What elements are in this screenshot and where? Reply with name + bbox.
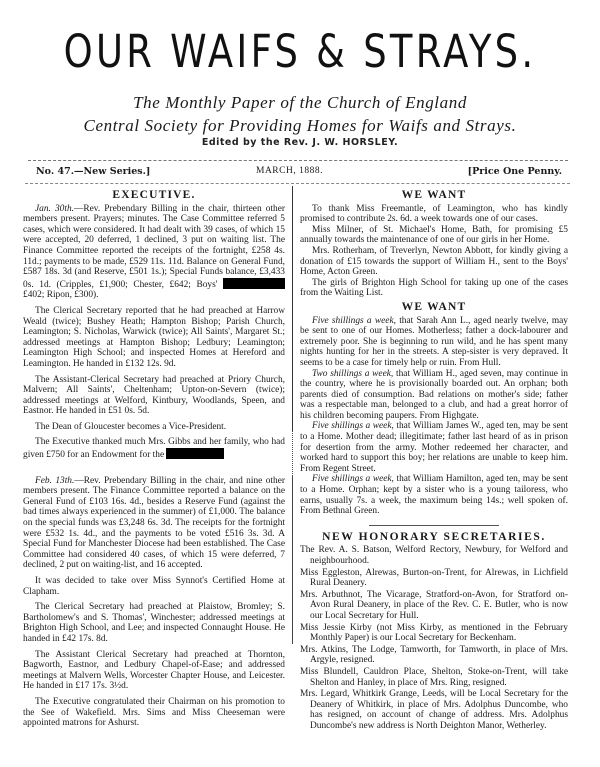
case-appeal: Five shillings a week, that William James W., aged ten, may be sent to a Home. Mother dead; illegitimate; father last heard of as in prison for desertion from the army. Mother redeemed her character, and worked hard to support this boy; her relations are unable to keep him. From Regent Street. <box>300 421 568 474</box>
case-appeal: Two shillings a week, that William H., aged seven, may continue in the country, where he is provisionally boarded out. An orphan; both parents died of consumption. Bad relations on mother's side; father was a respectable man, belonged to a club, and had a great horror of his children becoming paupers. From Highgate. <box>300 368 568 421</box>
secretary-entry: Mrs. Atkins, The Lodge, Tamworth, for Tamworth, in place of Mrs. Argyle, resigned. <box>300 644 568 666</box>
issue-price: [Price One Penny. <box>467 166 562 177</box>
jan-date: Jan. 30th. <box>35 203 74 214</box>
we-want-thanks-heading: WE WANT <box>401 189 467 201</box>
secretary-entry: Miss Jessie Kirby (not Miss Kirby, as mentioned in the February Monthly Paper) is our Local Secretary for Beckenham. <box>300 622 568 644</box>
subtitle-line-2: Central Society for Providing Homes for Waifs and Strays. <box>83 116 517 135</box>
assistant-report-2: The Assistant Clerical Secretary had preached at Thornton, Bagworth, Eastnor, and Ledbury Chapel-of-Ease; and addressed meetings at Malvern Wells, Worcester Chapter House, and Leicester. He handed in £17 17s. 3½d. <box>23 649 285 692</box>
thanks-item: Miss Milner, of St. Michael's Home, Bath, for promising £5 annually towards the maintenance of one of our girls in her Home. <box>300 224 568 246</box>
dean-notice: The Dean of Gloucester becomes a Vice-President. <box>35 421 227 432</box>
issue-info-bar <box>36 166 562 180</box>
subtitle-line-1: The Monthly Paper of the Church of England <box>133 93 467 112</box>
header-divider <box>28 160 568 161</box>
thanks-item: The girls of Brighton High School for taking up one of the cases from the Waiting List. <box>300 277 568 299</box>
executive-column <box>23 190 285 734</box>
right-column <box>300 190 568 733</box>
gibbs-thanks: The Executive thanked much Mrs. Gibbs and her family, who had given £750 for an Endowment for the <box>23 437 285 461</box>
issue-number: No. 47.—New Series.] <box>36 166 151 177</box>
feb-date: Feb. 13th. <box>35 475 75 486</box>
secretary-entry: Mrs. Legard, Whitkirk Grange, Leeds, will be Local Secretary for the Deanery of Whitkirk, in place of Mrs. Adolphus Duncombe, who has resigned, on account of change of address. Mrs. Adolphus Duncombe's new address is North Deighton Manor, Wetherley. <box>300 689 568 731</box>
redaction-block <box>166 448 224 459</box>
clerical-report-2: The Clerical Secretary had preached at Plaistow, Bromley; S. Bartholomew's and S. Thomas', Winchester; addressed meetings at Brighton High School, and Lee; and inspected Connaught House. He handed in £42 17s. 8d. <box>23 602 285 644</box>
secretary-entry: Miss Eggleston, Alrewas, Burton-on-Trent, for Alrewas, in Lichfield Rural Deanery. <box>300 567 568 589</box>
secretary-entry: The Rev. A. S. Batson, Welford Rectory, Newbury, for Welford and neighbourhood. <box>300 545 568 566</box>
editor-line: Edited by the Rev. J. W. HORSLEY. <box>201 137 399 148</box>
clerical-report-1: The Clerical Secretary reported that he had preached at Harrow Weald (twice); Bushey Heath; Hampton Bishop; Parish Church, Leamington; S. Nicholas, Warwick (twice); All Saints', Margaret St.; addressed meetings at Hampton Bishop; Ledbury; Leamington; Leamington High School; and inspected Homes at Hereford and Leamington. He handed in £132 12s. 9d. <box>23 305 285 369</box>
synnot-home-notice: It was decided to take over Miss Synnot's Certified Home at Clapham. <box>23 576 285 597</box>
executive-heading: EXECUTIVE. <box>112 189 196 201</box>
executive-jan-paragraph: Jan. 30th.—Rev. Prebendary Billing in the chair, thirteen other members present. Prayers; minutes. The Case Committee referred 5 cases, which were considered. It had dealt with 39 cases, of which 15 were accepted, 20 deferred, 1 declined, 3 put on waiting list. The Finance Committee reported the receipts of the fortnight, £258 4s. 11d.; payments to be made, £529 11s. 11d. Balance on General Fund, £587 18s. 3d (and Reserve, £501 1s.); Special Funds balance, £3,433 0s. 1d. (Cripples, £1,900; Chester, £642; Boys' £402; Ripon, £300). <box>23 203 285 301</box>
assistant-report-1: The Assistant-Clerical Secretary had preached at Priory Church, Malvern; All Saints', Cheltenham; Upton-on-Severn (twice); addressed meetings at Welford, Kintbury, Woodlands, Speen, and Eastnor. He handed in £51 0s. 5d. <box>23 374 285 417</box>
column-divider <box>292 186 293 431</box>
case-appeal: Five shillings a week, that William Hamilton, aged ten, may be sent to a Home. Orphan; kept by a sister who is a young tailoress, who earns, usually 7s. a week, the maximum being 14s.; well spoken of. From Bethnal Green. <box>300 474 569 517</box>
newspaper-title: OUR WAIFS & STRAYS. <box>63 25 537 78</box>
redaction-block <box>223 278 285 289</box>
column-divider-dotted <box>292 431 293 476</box>
secretary-entry: Mrs. Arbuthnot, The Vicarage, Stratford-on-Avon, for Stratford on-Avon Rural Deanery, in place of the Rev. C. E. Butler, who is now our Local Secretary for Hull. <box>300 589 568 621</box>
thanks-item: To thank Miss Freemantle, of Leamington, who has kindly promised to contribute 2s. 6d. a week towards one of our cases. <box>300 203 568 225</box>
case-appeal: Five shillings a week, that Sarah Ann L., aged nearly twelve, may be sent to one of our Homes. Motherless; father a dock-labourer and extremely poor. She is beginning to run wild, and he has spent many nights hunting for her in the streets. A step-sister is very depraved. It seems to be a case for timely help or ruin. From Hull. <box>300 315 568 368</box>
chairman-congratulations: The Executive congratulated their Chairman on his promotion to the See of Wakefield. Mrs. Sims and Miss Cheeseman were appointed matrons for Ashurst. <box>23 696 285 729</box>
issue-date: MARCH, 1888. <box>256 166 323 176</box>
honorary-secretaries-heading: NEW HONORARY SECRETARIES. <box>322 530 546 543</box>
secretary-entry: Miss Blundell, Cauldron Place, Shelton, Stoke-on-Trent, will take Shelton and Hanley, in place of Mrs. Ring, resigned. <box>300 666 568 688</box>
issue-bar-divider <box>25 183 570 184</box>
column-divider-lower <box>292 476 293 644</box>
executive-feb-paragraph: Feb. 13th.—Rev. Prebendary Billing in the chair, and nine other members present. The Finance Committee reported a balance on the General Fund of £103 16s. 4d., besides a Reserve Fund (against the bad times always experienced in the summer) of £1,000. The balance on the special funds was £3,248 6s. 3d. The receipts for the fortnight were £532 1s. 4d., and the payments to be voted £516 3s. 3d. A Special Fund for Manchester Diocese had been established. The Case Committee had considered 40 cases, of which 15 were deferred, 7 declined, 2 put on waiting-list, and 16 accepted. <box>23 475 285 571</box>
section-rule <box>369 525 499 526</box>
we-want-cases-heading: WE WANT <box>401 300 467 313</box>
thanks-item: Mrs. Rotherham, of Treverlyn, Newton Abbott, for kindly giving a donation of £15 towards the support of William H., sent to the Boys' Home, Acton Green. <box>300 245 568 278</box>
